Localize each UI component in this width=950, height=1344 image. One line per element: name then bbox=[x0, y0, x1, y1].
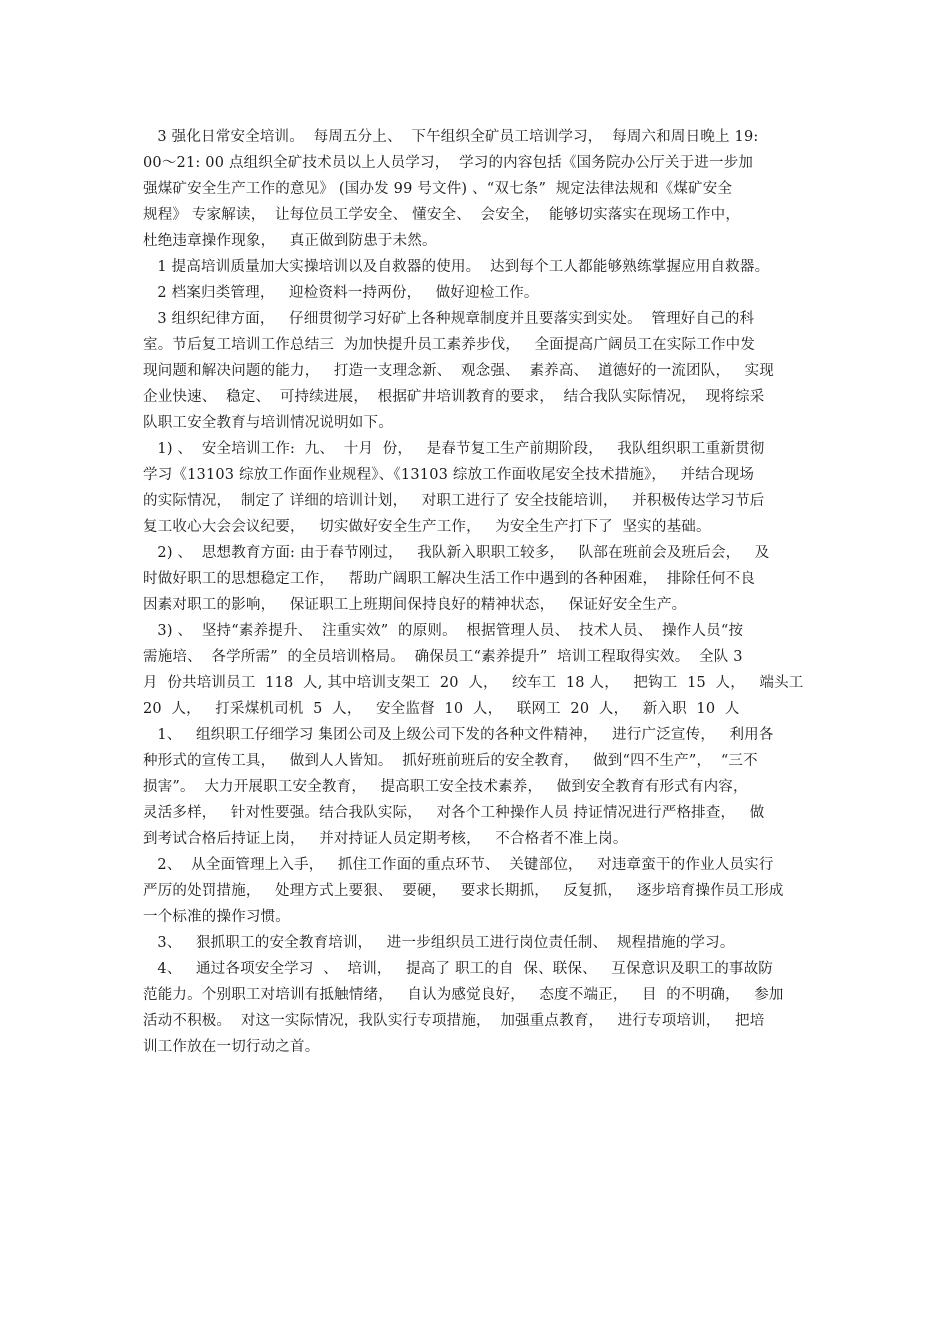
text-line: 1) 、 安全培训工作: 九、 十月 份， 是春节复工生产前期阶段， 我队组织职工重新贯彻 bbox=[143, 441, 765, 457]
text-line: 到考试合格后持证上岗， 并对持证人员定期考核， 不合格者不准上岗。 bbox=[143, 831, 628, 847]
text-line: 的实际情况， 制定了 详细的培训计划， 对职工进行了 安全技能培训， 并积极传达学习节后 bbox=[143, 493, 765, 509]
text-line: 20 人， 打采煤机司机 5 人， 安全监督 10 人， 联网工 20 人， 新入职 10 人 bbox=[143, 701, 740, 717]
text-line: 损害”。 大力开展职工安全教育， 提高职工安全技术素养， 做到安全教育有形式有内容， bbox=[143, 779, 748, 795]
text-line: 1、 组织职工仔细学习 集团公司及上级公司下发的各种文件精神， 进行广泛宣传， 利用各 bbox=[143, 727, 774, 743]
text-line: 学习《13103 综放工作面作业规程》、《13103 综放工作面收尾安全技术措施》， 并结合现场 bbox=[143, 467, 755, 483]
text-line: 3) 、 坚持“素养提升、 注重实效” 的原则。 根据管理人员、 技术人员、 操作人员“按 bbox=[143, 623, 744, 639]
text-line: 强煤矿安全生产工作的意见》 (国办发 99 号文件) 、“双七条” 规定法律法规和《煤矿安全 bbox=[143, 181, 733, 197]
text-line: 室。节后复工培训工作总结三 为加快提升员工素养步伐， 全面提高广阔员工在实际工作中发 bbox=[143, 337, 756, 353]
text-line: 因素对职工的影响， 保证职工上班期间保持良好的精神状态， 保证好安全生产。 bbox=[143, 597, 687, 613]
text-line: 00～21: 00 点组织全矿技术员以上人员学习， 学习的内容包括《国务院办公厅关于进一步加 bbox=[143, 155, 754, 171]
text-line: 训工作放在一切行动之首。 bbox=[143, 1039, 320, 1055]
text-line: 4、 通过各项安全学习 、 培训， 提高了 职工的自 保、联保、 互保意识及职工的事故防 bbox=[143, 961, 773, 977]
text-line: 1 提高培训质量加大实操培训以及自救器的使用。 达到每个工人都能够熟练掌握应用自救器。 bbox=[143, 259, 770, 275]
text-line: 现问题和解决问题的能力， 打造一支理念新、 观念强、 素养高、 道德好的一流团队， 实现 bbox=[143, 363, 775, 379]
text-line: 3、 狠抓职工的安全教育培训， 进一步组织员工进行岗位责任制、 规程措施的学习。 bbox=[143, 935, 735, 951]
text-line: 一个标准的操作习惯。 bbox=[143, 909, 290, 925]
text-line: 活动不积极。 对这一实际情况，我队实行专项措施， 加强重点教育， 进行专项培训， 把培 bbox=[143, 1013, 765, 1029]
document-body bbox=[143, 124, 823, 1060]
text-line: 企业快速、 稳定、 可持续进展， 根据矿井培训教育的要求， 结合我队实际情况， 现将综采 bbox=[143, 389, 765, 405]
text-line: 3 组织纪律方面， 仔细贯彻学习好矿上各种规章制度并且要落实到实处。 管理好自己的科 bbox=[143, 311, 755, 327]
text-line: 时做好职工的思想稳定工作， 帮助广阔职工解决生活工作中遇到的各种困难， 排除任何不良 bbox=[143, 571, 756, 587]
text-line: 3 强化日常安全培训。 每周五分上、 下午组织全矿员工培训学习， 每周六和周日晚上 19: bbox=[143, 129, 759, 145]
text-line: 月 份共培训员工 118 人, 其中培训支架工 20 人， 绞车工 18 人， 把钩工 15 人， 端头工 bbox=[143, 675, 804, 691]
text-line: 2) 、 思想教育方面: 由于春节刚过， 我队新入职职工较多， 队部在班前会及班后会， 及 bbox=[143, 545, 770, 561]
text-line: 种形式的宣传工具， 做到人人皆知。 抓好班前班后的安全教育， 做到“四不生产”， “三不 bbox=[143, 753, 758, 769]
text-line: 杜绝违章操作现象， 真正做到防患于未然。 bbox=[143, 233, 437, 249]
text-line: 灵活多样， 针对性要强。结合我队实际， 对各个工种操作人员 持证情况进行严格排查， 做 bbox=[143, 805, 765, 821]
text-line: 需施培、 各学所需” 的全员培训格局。 确保员工“素养提升” 培训工程取得实效。 全队 3 bbox=[143, 649, 743, 665]
text-line: 队职工安全教育与培训情况说明如下。 bbox=[143, 415, 393, 431]
text-line: 2 档案归类管理， 迎检资料一持两份， 做好迎检工作。 bbox=[143, 285, 539, 301]
text-line: 2、 从全面管理上入手， 抓住工作面的重点环节、 关键部位， 对违章蛮干的作业人员实行 bbox=[143, 857, 774, 873]
text-line: 复工收心大会会议纪要， 切实做好安全生产工作， 为安全生产打下了 坚实的基础。 bbox=[143, 519, 711, 535]
text-line: 范能力。个别职工对培训有抵触情绪， 自认为感觉良好， 态度不端正， 目 的不明确， 参加 bbox=[143, 987, 784, 1003]
text-line: 严厉的处罚措施， 处理方式上要狠、 要硬， 要求长期抓， 反复抓， 逐步培育操作员工形成 bbox=[143, 883, 784, 899]
text-line: 规程》 专家解读， 让每位员工学安全、 懂安全、 会安全， 能够切实落实在现场工作中， bbox=[143, 207, 741, 223]
